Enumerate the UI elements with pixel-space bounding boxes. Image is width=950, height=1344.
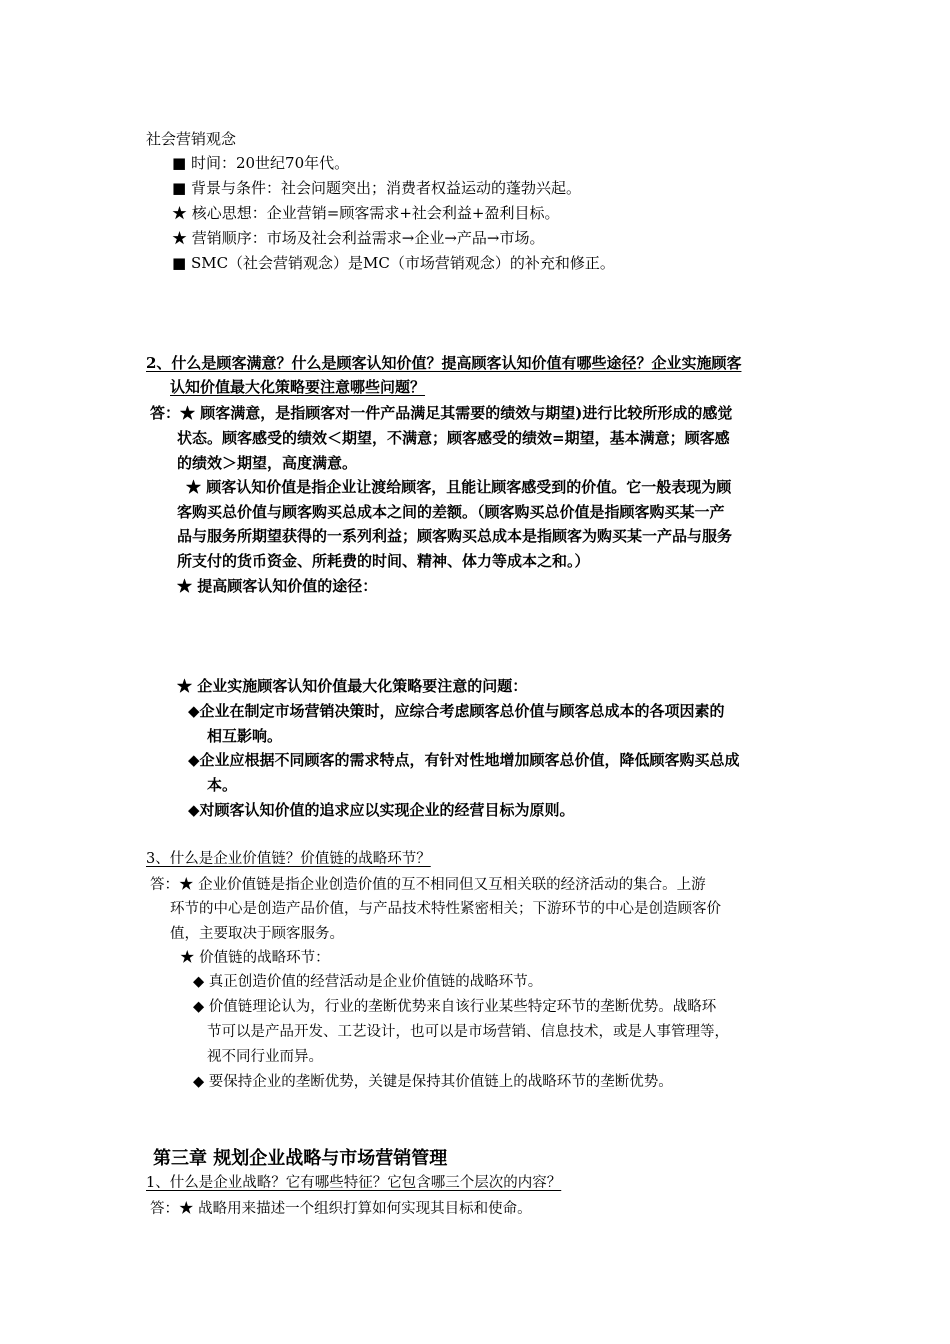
answer-line: ★ 顾客认知价值是指企业让渡给顾客，且能让顾客感受到的价值。它一般表现为顾 [186,478,732,496]
bullet-item: ★ 营销顺序：市场及社会利益需求→企业→产品→市场。 [172,229,545,247]
answer-line: ★ 提高顾客认知价值的途径： [177,577,378,595]
answer-line: 答：★ 企业价值链是指企业创造价值的互不相同但又互相关联的经济活动的集合。上游 [150,877,706,893]
chapter-title: 第三章 规划企业战略与市场营销管理 [153,1148,448,1169]
section-title: 社会营销观念 [146,130,237,148]
answer-line: 答：★ 顾客满意，是指顾客对一件产品满足其需要的绩效与期望)进行比较所形成的感觉 [150,404,733,422]
question-heading: 1、什么是企业战略？它有哪些特征？它包含哪三个层次的内容？ [146,1175,562,1191]
issue-item: ◆企业应根据不同顾客的需求特点，有针对性地增加顾客总价值，降低顾客购买总成 [188,751,740,769]
question-heading: 认知价值最大化策略要注意哪些问题？ [170,378,426,396]
answer-line: 客购买总价值与顾客购买总成本之间的差额。（顾客购买总价值是指顾客购买某一产 [177,503,725,521]
answer-line: ◆ 真正创造价值的经营活动是企业价值链的战略环节。 [193,974,543,990]
answer-line: 值，主要取决于顾客服务。 [170,926,344,942]
question-heading: 3、什么是企业价值链？价值链的战略环节？ [146,851,431,867]
issue-item: ◆企业在制定市场营销决策时，应综合考虑顾客总价值与顾客总成本的各项因素的 [188,702,725,720]
issue-item: ◆对顾客认知价值的追求应以实现企业的经营目标为原则。 [188,801,575,819]
answer-line: 环节的中心是创造产品价值，与产品技术特性紧密相关；下游环节的中心是创造顾客价 [170,901,721,917]
issue-item: 本。 [207,776,238,794]
bullet-item: ■ 时间：20世纪70年代。 [172,154,350,172]
issues-title: ★ 企业实施顾客认知价值最大化策略要注意的问题： [177,677,528,695]
answer-line: 所支付的货币资金、所耗费的时间、精神、体力等成本之和。） [177,552,590,570]
answer-line: 状态。顾客感受的绩效＜期望，不满意；顾客感受的绩效=期望，基本满意；顾客感 [177,429,730,447]
bullet-item: ★ 核心思想：企业营销=顾客需求+社会利益+盈利目标。 [172,204,560,222]
answer-line: ◆ 要保持企业的垄断优势，关键是保持其价值链上的战略环节的垄断优势。 [193,1074,673,1090]
answer-line: 节可以是产品开发、工艺设计，也可以是市场营销、信息技术，或是人事管理等， [207,1024,729,1040]
bullet-item: ■ 背景与条件：社会问题突出；消费者权益运动的蓬勃兴起。 [172,179,581,197]
answer-line: 品与服务所期望获得的一系列利益；顾客购买总成本是指顾客为购买某一产品与服务 [177,527,733,545]
answer-line: ★ 价值链的战略环节： [180,950,330,966]
answer-line: ◆ 价值链理论认为，行业的垄断优势来自该行业某些特定环节的垄断优势。战略环 [193,999,717,1015]
question-heading: 2、什么是顾客满意？什么是顾客认知价值？提高顾客认知价值有哪些途径？企业实施顾客 [146,354,742,372]
issue-item: 相互影响。 [207,727,283,745]
answer-line: 的绩效＞期望，高度满意。 [177,454,358,472]
bullet-item: ■ SMC（社会营销观念）是MC（市场营销观念）的补充和修正。 [172,254,615,272]
answer-line: 答：★ 战略用来描述一个组织打算如何实现其目标和使命。 [150,1201,532,1217]
answer-line: 视不同行业而异。 [207,1049,323,1065]
